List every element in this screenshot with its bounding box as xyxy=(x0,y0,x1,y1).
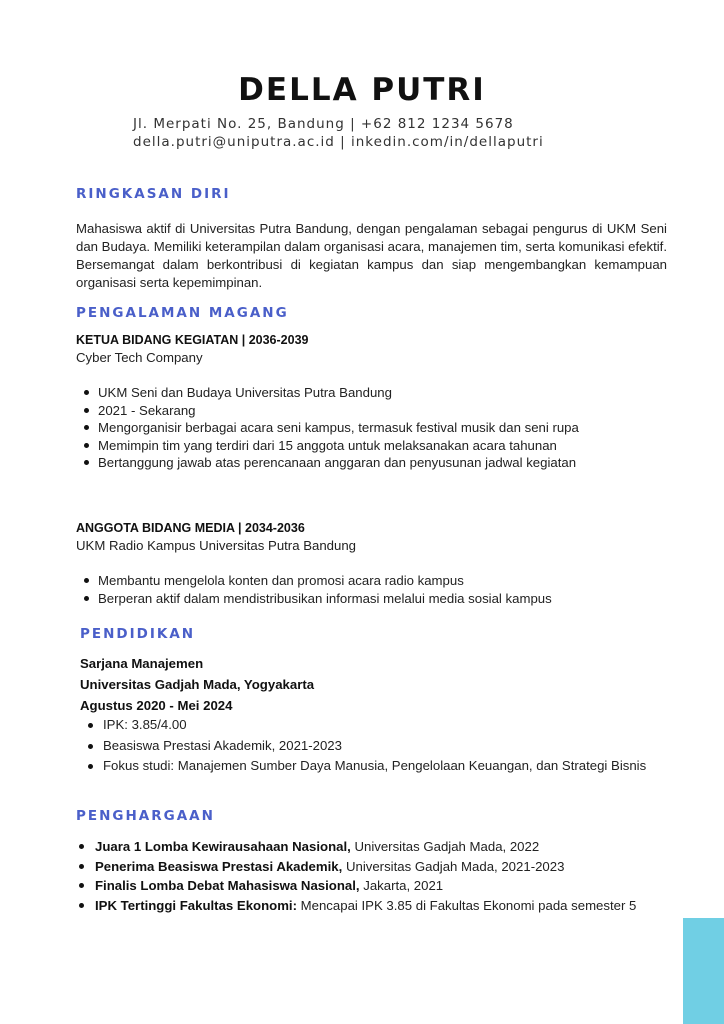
bullet-icon xyxy=(84,425,89,430)
list-item: Bertanggung jawab atas perencanaan anggaran dan penyusunan jadwal kegiatan xyxy=(76,454,614,472)
education-period: Agustus 2020 - Mei 2024 xyxy=(80,698,233,713)
bullet-icon xyxy=(84,390,89,395)
bullet-icon xyxy=(84,460,89,465)
bullet-icon xyxy=(79,864,84,869)
job-title: KETUA BIDANG KEGIATAN | 2036-2039 xyxy=(76,333,309,347)
job-organization: UKM Radio Kampus Universitas Putra Bandung xyxy=(76,538,357,553)
education-school: Universitas Gadjah Mada, Yogyakarta xyxy=(80,677,315,692)
list-item: Mengorganisir berbagai acara seni kampus, termasuk festival musik dan seni rupa xyxy=(76,419,614,437)
bullet-icon xyxy=(84,408,89,413)
bullet-icon xyxy=(84,596,89,601)
bullet-icon xyxy=(79,883,84,888)
list-item: IPK: 3.85/4.00 xyxy=(80,715,700,736)
decorative-accent-bar xyxy=(683,918,724,1024)
bullet-icon xyxy=(88,764,93,769)
awards-section-title: PENGHARGAAN xyxy=(76,808,215,824)
bullet-icon xyxy=(84,578,89,583)
summary-text: Mahasiswa aktif di Universitas Putra Bandung, dengan pengalaman sebagai pengurus di UKM Seni dan Budaya. Memiliki keterampilan dalam organisasi acara, manajemen tim, serta komunikasi efektif. Bersemangat dalam berkontribusi di kegiatan kampus dan siap mengembangkan kemampuan organisasi serta kepemimpinan. xyxy=(76,221,667,290)
bullet-icon xyxy=(79,844,84,849)
list-item: 2021 - Sekarang xyxy=(76,402,614,420)
list-item: Penerima Beasiswa Prestasi Akademik, Universitas Gadjah Mada, 2021-2023 xyxy=(76,857,676,877)
summary-section-title: RINGKASAN DIRI xyxy=(76,186,231,202)
list-item: Berperan aktif dalam mendistribusikan informasi melalui media sosial kampus xyxy=(76,590,636,608)
applicant-name: DELLA PUTRI xyxy=(238,72,486,108)
contact-email-linkedin: della.putri@uniputra.ac.id | inkedin.com/in/dellaputri xyxy=(133,134,544,150)
list-item: Juara 1 Lomba Kewirausahaan Nasional, Universitas Gadjah Mada, 2022 xyxy=(76,837,676,857)
list-item: IPK Tertinggi Fakultas Ekonomi: Mencapai IPK 3.85 di Fakultas Ekonomi pada semester 5 xyxy=(76,896,676,916)
list-item: UKM Seni dan Budaya Universitas Putra Bandung xyxy=(76,384,614,402)
bullet-icon xyxy=(88,744,93,749)
bullet-icon xyxy=(88,723,93,728)
list-item: Fokus studi: Manajemen Sumber Daya Manusia, Pengelolaan Keuangan, dan Strategi Bisnis xyxy=(80,756,700,777)
job-bullet-list xyxy=(76,384,614,472)
list-item: Beasiswa Prestasi Akademik, 2021-2023 xyxy=(80,736,700,757)
job-bullet-list xyxy=(76,572,636,607)
list-item: Memimpin tim yang terdiri dari 15 anggota untuk melaksanakan acara tahunan xyxy=(76,437,614,455)
bullet-icon xyxy=(84,443,89,448)
list-item: Membantu mengelola konten dan promosi acara radio kampus xyxy=(76,572,636,590)
job-title: ANGGOTA BIDANG MEDIA | 2034-2036 xyxy=(76,521,305,535)
contact-address-phone: Jl. Merpati No. 25, Bandung | +62 812 1234 5678 xyxy=(133,116,514,132)
education-degree: Sarjana Manajemen xyxy=(80,656,204,671)
job-organization: Cyber Tech Company xyxy=(76,350,203,365)
list-item: Finalis Lomba Debat Mahasiswa Nasional, Jakarta, 2021 xyxy=(76,876,676,896)
awards-list xyxy=(76,837,676,915)
education-bullet-list xyxy=(80,715,700,777)
experience-section-title: PENGALAMAN MAGANG xyxy=(76,305,289,321)
bullet-icon xyxy=(79,903,84,908)
education-section-title: PENDIDIKAN xyxy=(80,626,196,642)
